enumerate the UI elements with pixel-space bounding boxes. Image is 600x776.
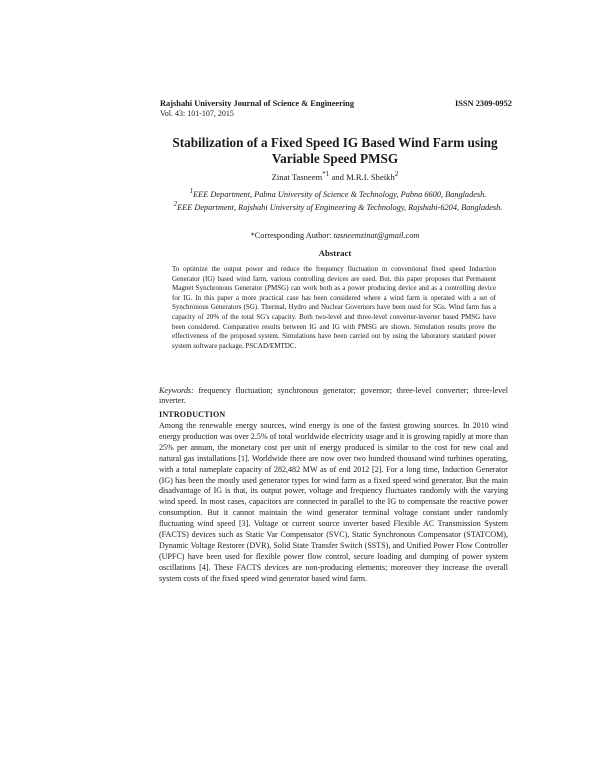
corresponding-label: *Corresponding Author:: [250, 231, 334, 240]
author-1-marker: *1: [322, 170, 330, 178]
issn: ISSN 2309-0952: [454, 99, 512, 108]
abstract-text: To optimize the output power and reduce the frequency fluctuation in conventional fixed speed Induction Generator (IG) based wind farm, various controlling devices are used. But, this paper proposes that Permanent Magnet Synchronous Generator (PMSG) can work both as a power producing device and as a controlling device for IG. In this paper a more practical case has been considered where a wind farm is operated with a set of Synchronous Generators (SG). Thermal, Hydro and Nuclear Governors have been used for SGs. Wind farm has a capacity of 20% of the total SG's capacity. Both two-level and three-level converter-inverter based PMSG have been considered. Comparative results between IG and IG with PMSG are shown. Simulation results prove the effectiveness of the proposed system. Simulations have been carried out by using the laboratory standard power system software package, PSCAD/EMTDC.: [172, 265, 496, 350]
author-list: [150, 170, 520, 182]
abstract-heading: Abstract: [318, 248, 352, 258]
corresponding-author: [150, 231, 520, 240]
affiliation-2-text: EEE Department, Rajshahi University of Engineering & Technology, Rajshahi-6204, Bangladesh.: [177, 203, 503, 213]
authors-conjunction: and: [329, 171, 347, 182]
author-1: Zinat Tasneem: [271, 171, 323, 182]
journal-header: [160, 99, 512, 118]
paper-title: [150, 135, 520, 167]
volume-info: Vol. 43: 101-107, 2015: [160, 109, 234, 118]
title-line-1: Stabilization of a Fixed Speed IG Based Wind Farm using: [172, 135, 498, 150]
journal-name: Rajshahi University Journal of Science & Engineering: [160, 99, 355, 108]
affiliation-2: [160, 200, 516, 213]
introduction-heading: INTRODUCTION: [159, 410, 226, 419]
corresponding-email[interactable]: tasneemzinat@gmail.com: [333, 231, 420, 240]
author-2-marker: 2: [394, 170, 399, 178]
affiliation-1-marker: 1: [189, 188, 194, 195]
keywords: [159, 386, 508, 407]
title-line-2: Variable Speed PMSG: [271, 151, 399, 166]
introduction-text: Among the renewable energy sources, wind energy is one of the fastest growing sources. In 2010 wind energy production was over 2.5% of total worldwide electricity usage and it is growing rapidly at more than 25% per annum, the monetary cost per unit of energy produced is similar to the cost for new coal and natural gas installations [1]. Worldwide there are now over two hundred thousand wind turbines operating, with a total nameplate capacity of 282,482 MW as of end 2012 [2]. For a long time, Induction Generator (IG) has been the mostly used generator types for wind farm as a fixed speed wind generator. But the main disadvantage of IG is that, its output power, voltage and frequency fluctuates randomly with the varying wind speed. In most cases, capacitors are connected in parallel to the IG to compensate the reactive power consumption. But it cannot maintain the wind generator terminal voltage constant under randomly fluctuating wind speed [3]. Voltage or current source inverter based Flexible AC Transmission System (FACTS) devices such as Static Var Compensator (SVC), Static Synchronous Compensator (STATCOM), Dynamic Voltage Restorer (DVR), Solid State Transfer Switch (SSTS), and Unified Power Flow Controller (UPFC) have been used for flexible power flow control, secure loading and dumping of power system oscillations [4]. These FACTS devices are non-producing elements; moreover they increase the overall system costs of the fixed speed wind generator based wind farm.: [159, 421, 508, 583]
affiliation-2-marker: 2: [173, 201, 178, 209]
keywords-text: frequency fluctuation; synchronous generator; governor; three-level converter; three-level inverter.: [159, 386, 508, 406]
affiliation-1-text: EEE Department, Pabna University of Science & Technology, Pabna 6600, Bangladesh.: [193, 189, 487, 199]
affiliations: [160, 187, 516, 214]
keywords-label: Keywords:: [159, 386, 194, 395]
affiliation-1: [160, 187, 516, 200]
author-2: M.R.I. Sheikh: [346, 171, 395, 182]
